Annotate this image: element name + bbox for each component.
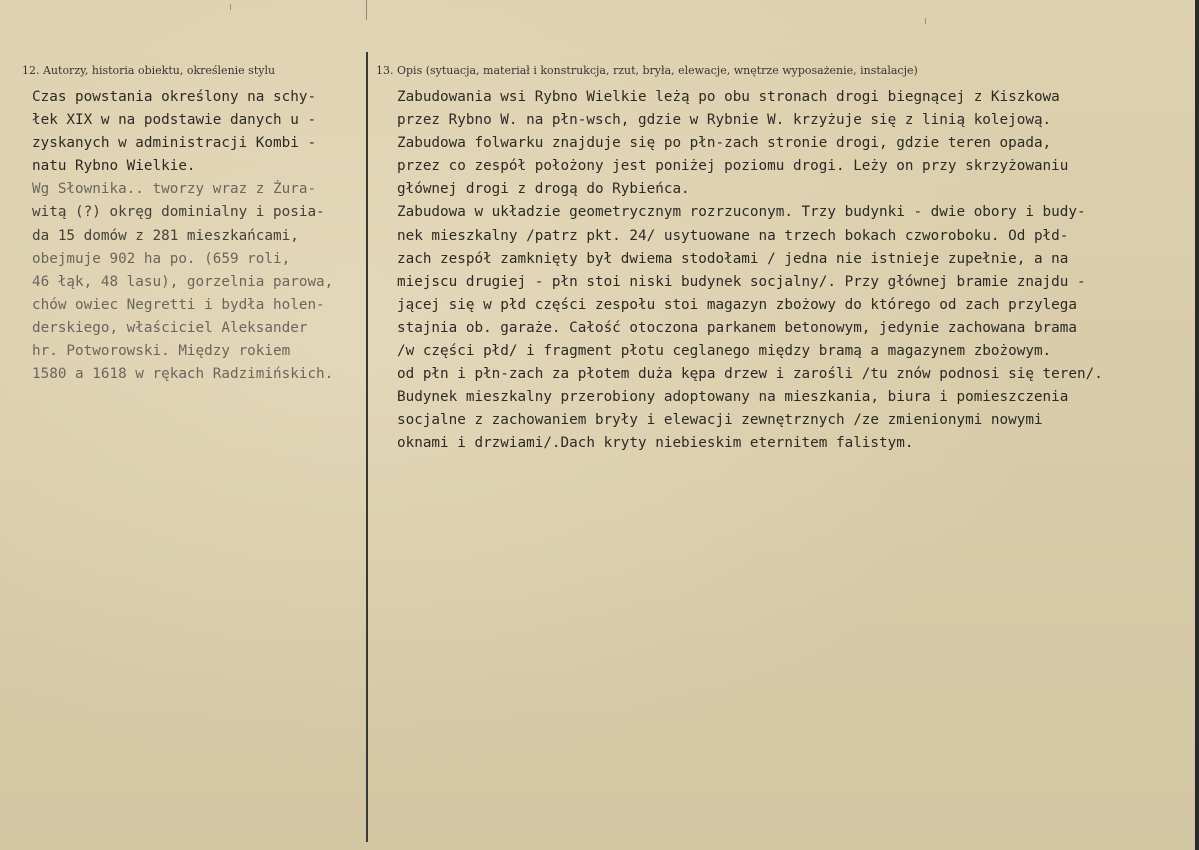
section-13-line: głównej drogi z drogą do Rybieńca. (397, 181, 690, 198)
section-12-text (32, 86, 362, 386)
section-12-line: obejmuje 902 ha po. (659 roli, (32, 250, 291, 267)
section-12-line: chów owiec Negretti i bydła holen- (32, 296, 325, 313)
print-tick (230, 4, 231, 10)
print-tick (925, 18, 926, 24)
section-12-line: zyskanych w administracji Kombi - (32, 135, 317, 152)
section-12-line: da 15 domów z 281 mieszkańcami, (32, 227, 299, 244)
top-divider-mark (366, 0, 367, 20)
section-13-line: Zabudowania wsi Rybno Wielkie leżą po obu stronach drogi biegnącej z Kiszkowa (397, 89, 1060, 105)
section-13-line: stajnia ob. garaże. Całość otoczona parkanem betonowym, jedynie zachowana brama (397, 319, 1077, 336)
section-13-line: socjalne z zachowaniem bryły i elewacji zewnętrznych /ze zmienionymi nowymi (397, 412, 1043, 429)
column-divider (366, 52, 368, 842)
section-13-line: miejscu drugiej - płn stoi niski budynek socjalny/. Przy głównej bramie znajdu - (397, 273, 1086, 290)
section-13-line: od płn i płn-zach za płotem duża kępa drzew i zarośli /tu znów podnosi się teren/. (397, 366, 1103, 383)
section-13-line: Zabudowa folwarku znajduje się po płn-zach stronie drogi, gdzie teren opada, (397, 135, 1052, 152)
card-right-edge (1195, 0, 1199, 850)
section-13-line: zach zespół zamknięty był dwiema stodołami / jedna nie istnieje zupełnie, a na (397, 250, 1069, 267)
section-13-line: /w części płd/ i fragment płotu ceglanego między bramą a magazynem zbożowym. (397, 343, 1052, 360)
section-13-line: przez Rybno W. na płn-wsch, gdzie w Rybnie W. krzyżuje się z linią kolejową. (397, 112, 1052, 129)
section-12-line: 1580 a 1618 w rękach Radzimińskich. (32, 366, 334, 383)
section-12-line: witą (?) okręg dominialny i posia- (32, 204, 325, 221)
section-12-line: natu Rybno Wielkie. (32, 158, 196, 175)
section-13-heading: 13. Opis (sytuacja, materiał i konstrukcja, rzut, bryła, elewacje, wnętrze wyposażenie, instalacje) (376, 64, 918, 77)
section-13-line: Budynek mieszkalny przerobiony adoptowany na mieszkania, biura i pomieszczenia (397, 389, 1069, 406)
section-12-line: Wg Słownika.. tworzy wraz z Żura- (32, 181, 317, 198)
section-12-line: 46 łąk, 48 lasu), gorzelnia parowa, (32, 273, 334, 290)
section-12-line: derskiego, właściciel Aleksander (32, 319, 308, 336)
section-12-line: hr. Potworowski. Między rokiem (32, 343, 291, 360)
section-13-line: Zabudowa w układzie geometrycznym rozrzuconym. Trzy budynki - dwie obory i budy- (397, 204, 1086, 221)
section-13-line: przez co zespół położony jest poniżej poziomu drogi. Leży on przy skrzyżowaniu (397, 158, 1069, 175)
section-12-line: łek XIX w na podstawie danych u - (32, 112, 317, 129)
section-12-line: Czas powstania określony na schy- (32, 89, 317, 105)
section-13-text (397, 86, 1193, 456)
section-12-heading: 12. Autorzy, historia obiektu, określenie stylu (22, 64, 276, 77)
section-13-line: nek mieszkalny /patrz pkt. 24/ usytuowane na trzech bokach czworoboku. Od płd- (397, 227, 1069, 244)
section-13-line: oknami i drzwiami/.Dach kryty niebieskim eternitem falistym. (397, 435, 914, 452)
section-13-line: jącej się w płd części zespołu stoi magazyn zbożowy do którego od zach przylega (397, 296, 1077, 313)
